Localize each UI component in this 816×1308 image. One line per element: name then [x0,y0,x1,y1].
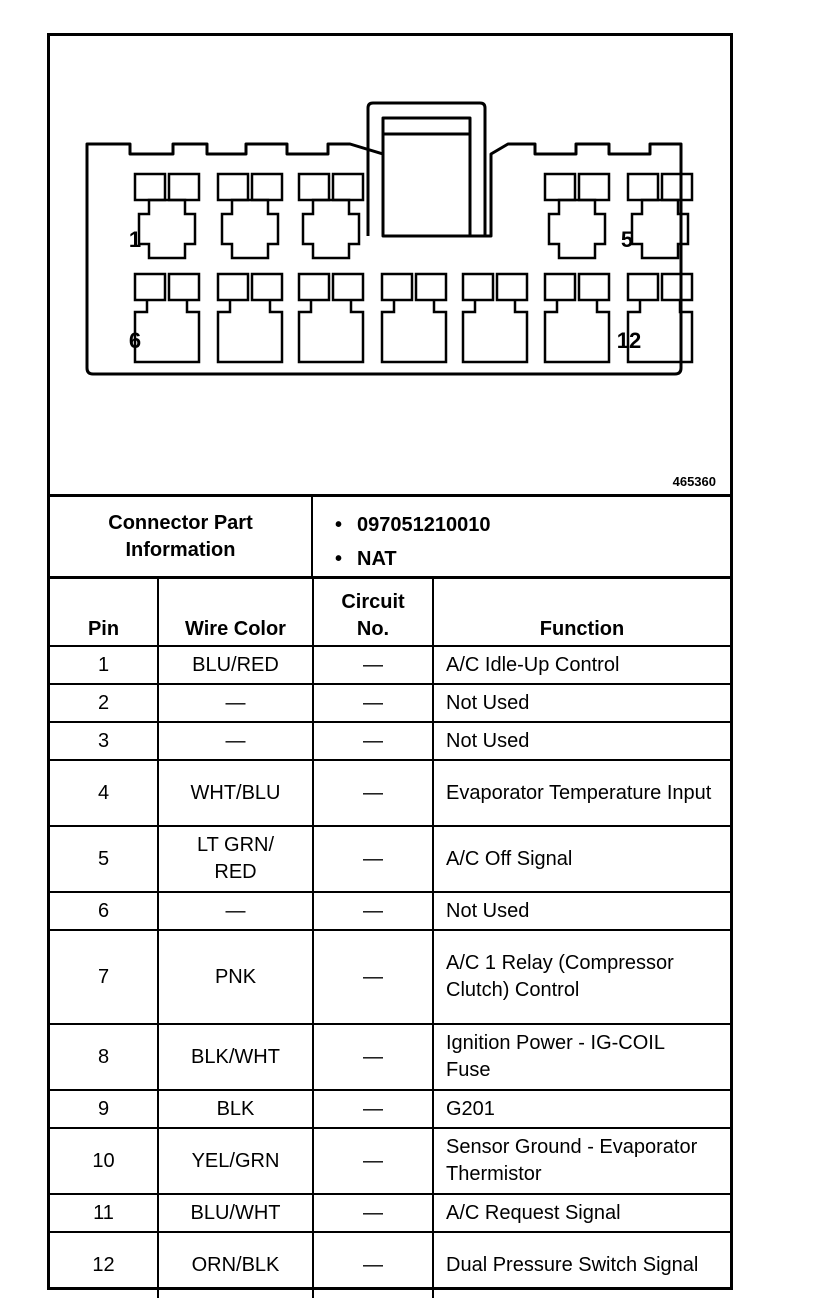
pin-cell: 7 [50,930,158,1024]
header-wire-color: Wire Color [158,579,313,646]
function-cell: Ignition Power - IG-COIL Fuse [433,1024,730,1090]
function-cell: Not Used [433,722,730,760]
cavity-bottom-4-latch-right [416,274,446,300]
cavity-top-4-latch-right [579,174,609,200]
wire-color-cell: BLU/WHT [158,1194,313,1232]
pin-table [50,579,730,1298]
wire-color-cell: — [158,684,313,722]
cavity-bottom-3 [299,300,363,362]
pin-table-header [50,579,730,646]
function-cell: Evaporator Temperature Input [433,760,730,826]
pin-cell: 6 [50,892,158,930]
cavity-top-4-latch-left [545,174,575,200]
cavity-bottom-2-latch-right [252,274,282,300]
cavity-bottom-4 [382,300,446,362]
table-row [50,760,730,826]
pin-cell: 5 [50,826,158,892]
table-row [50,1232,730,1298]
cavity-label-6: 6 [128,328,142,353]
function-cell: Sensor Ground - Evaporator Thermistor [433,1128,730,1194]
circuit-no-cell: — [313,1024,433,1090]
cavity-top-3 [303,200,359,258]
wire-color-cell: — [158,722,313,760]
pin-cell: 8 [50,1024,158,1090]
cavity-label-group [129,227,641,353]
connector-diagram-panel [50,36,730,497]
cavity-bottom-2-latch-left [218,274,248,300]
connector-part-info-values [313,508,490,576]
function-cell: A/C Off Signal [433,826,730,892]
header-circuit-no: Circuit No. [313,579,433,646]
wire-color-cell: BLK [158,1090,313,1128]
circuit-no-cell: — [313,760,433,826]
connector-face-diagram [50,36,730,494]
circuit-no-cell: — [313,826,433,892]
pin-cell: 4 [50,760,158,826]
cavity-label-1: 1 [128,227,142,252]
table-row [50,826,730,892]
circuit-no-cell: — [313,930,433,1024]
table-row [50,646,730,684]
cavity-bottom-1-latch-left [135,274,165,300]
lock-tab [368,103,485,236]
cavity-bottom-6 [545,300,609,362]
wire-color-cell: YEL/GRN [158,1128,313,1194]
cavity-bottom-7-latch-left [628,274,658,300]
cavity-bottom-3-latch-right [333,274,363,300]
table-row [50,684,730,722]
table-row [50,1090,730,1128]
pin-cell: 1 [50,646,158,684]
circuit-no-cell: — [313,1194,433,1232]
cavity-top-2-latch-left [218,174,248,200]
wire-color-cell: LT GRN/ RED [158,826,313,892]
cavity-bottom-7-latch-right [662,274,692,300]
table-row [50,930,730,1024]
pin-cell: 10 [50,1128,158,1194]
circuit-no-cell: — [313,684,433,722]
circuit-no-cell: — [313,1128,433,1194]
figure-number: 465360 [672,474,716,489]
wire-color-cell: PNK [158,930,313,1024]
pin-cell: 9 [50,1090,158,1128]
cavity-top-1 [139,200,195,258]
connector-part-info [50,497,730,579]
part-number: • 097051210010 [357,508,490,542]
pin-cell: 12 [50,1232,158,1298]
cavity-bottom-5-latch-right [497,274,527,300]
function-cell: G201 [433,1090,730,1128]
wire-color-cell: WHT/BLU [158,760,313,826]
wire-color-cell: BLK/WHT [158,1024,313,1090]
circuit-no-cell: — [313,1090,433,1128]
wire-color-cell: BLU/RED [158,646,313,684]
cavity-top-4 [549,200,605,258]
cavity-top-1-latch-right [169,174,199,200]
cavity-top-2-latch-right [252,174,282,200]
lock-tab-inner [383,118,470,236]
cavity-label-12: 12 [616,328,642,353]
table-row [50,1024,730,1090]
function-cell: A/C Idle-Up Control [433,646,730,684]
cavity-top-5-latch-left [628,174,658,200]
cavity-label-5: 5 [620,227,634,252]
cavity-bottom-2 [218,300,282,362]
table-row [50,892,730,930]
connector-shell [87,103,681,374]
header-function: Function [433,579,730,646]
cavity-top-2 [222,200,278,258]
table-row [50,1194,730,1232]
function-cell: Dual Pressure Switch Signal [433,1232,730,1298]
cavity-bottom-5 [463,300,527,362]
part-variant: • NAT [357,542,490,576]
circuit-no-cell: — [313,892,433,930]
function-cell: Not Used [433,684,730,722]
pin-cell: 11 [50,1194,158,1232]
cavity-top-3-latch-left [299,174,329,200]
cavity-bottom-3-latch-left [299,274,329,300]
circuit-no-cell: — [313,646,433,684]
cavity-bottom-1-latch-right [169,274,199,300]
cavity-bottom-1 [135,300,199,362]
cavity-bottom-4-latch-left [382,274,412,300]
cavity-bottom-6-latch-left [545,274,575,300]
table-row [50,1128,730,1194]
circuit-no-cell: — [313,1232,433,1298]
pin-cell: 2 [50,684,158,722]
table-row [50,722,730,760]
pin-cell: 3 [50,722,158,760]
circuit-no-cell: — [313,722,433,760]
cavity-top-5-latch-right [662,174,692,200]
cavity-bottom-6-latch-right [579,274,609,300]
function-cell: A/C Request Signal [433,1194,730,1232]
connector-part-info-label: Connector Part Information [50,497,313,576]
wire-color-cell: — [158,892,313,930]
connector-sheet [47,33,733,1290]
function-cell: Not Used [433,892,730,930]
header-pin: Pin [50,579,158,646]
function-cell: A/C 1 Relay (Compressor Clutch) Control [433,930,730,1024]
cavity-top-1-latch-left [135,174,165,200]
wire-color-cell: ORN/BLK [158,1232,313,1298]
cavity-top-3-latch-right [333,174,363,200]
cavity-group [135,174,692,362]
cavity-bottom-5-latch-left [463,274,493,300]
